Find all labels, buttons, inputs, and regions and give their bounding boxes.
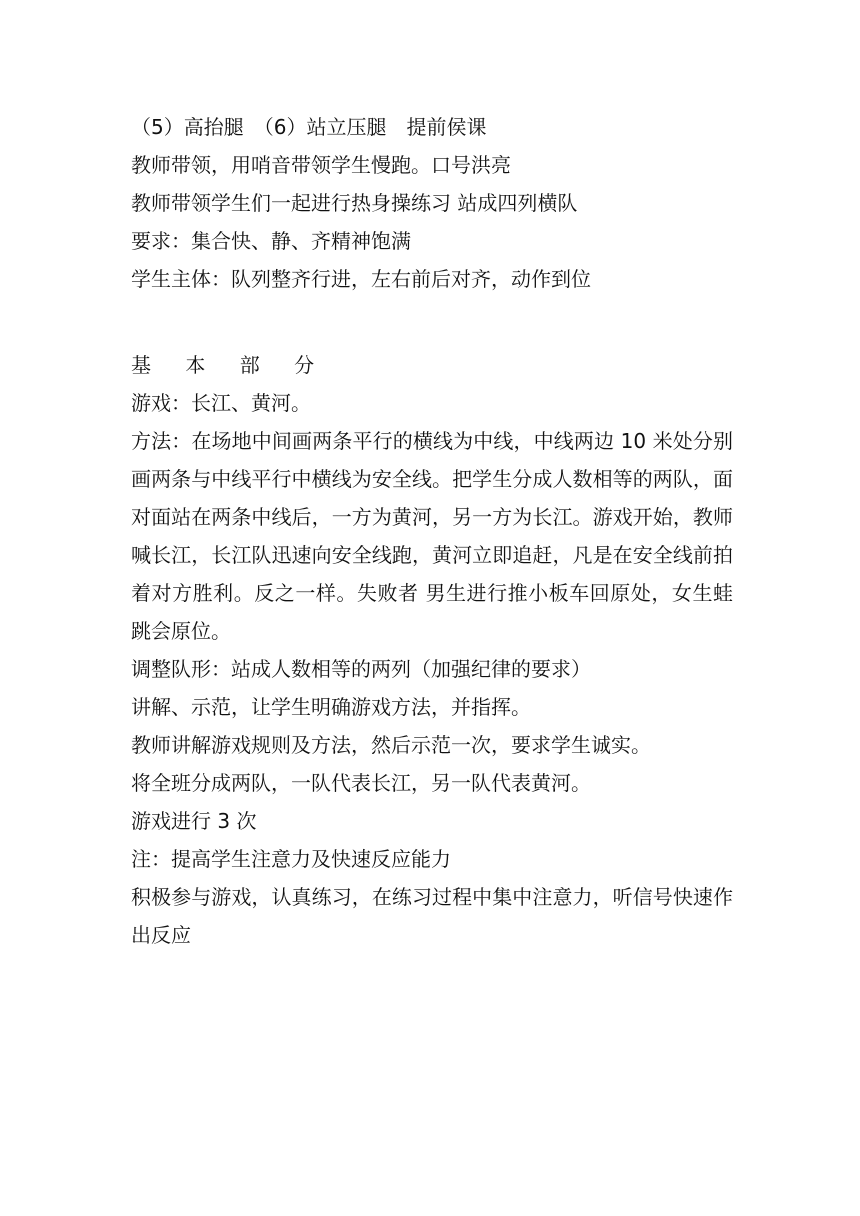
- team-split-line: 将全班分成两队，一队代表长江，另一队代表黄河。: [131, 771, 591, 795]
- formation-line: 调整队形：站成人数相等的两列（加强纪律的要求）: [131, 657, 591, 681]
- warmup-requirement-line: 要求：集合快、静、齐精神饱满: [131, 229, 411, 253]
- warmup-exercise-line: （5）高抬腿 （6）站立压腿 提前侯课: [131, 115, 487, 139]
- game-method-paragraph: 方法：在场地中间画两条平行的横线为中线，中线两边 10 米处分别画两条与中线平行中横线为安全线。把学生分成人数相等的两队，面对面站在两条中线后，一方为黄河，另一方为长江。游戏开始，教师喊长江，长江队迅速向安全线跑，黄河立即追赶，凡是在安全线前拍着对方胜利。反之一样。失败者 男生进行推小板车回原处，女生蛙跳会原位。: [131, 429, 733, 643]
- participate-paragraph: 积极参与游戏，认真练习，在练习过程中集中注意力，听信号快速作出反应: [131, 885, 733, 947]
- teacher-explain-line: 教师讲解游戏规则及方法，然后示范一次，要求学生诚实。: [131, 733, 651, 757]
- document-body: [131, 108, 733, 954]
- warmup-student-line: 学生主体：队列整齐行进，左右前后对齐，动作到位: [131, 267, 591, 291]
- section-gap: [131, 298, 733, 346]
- warmup-drill-line: 教师带领学生们一起进行热身操练习 站成四列横队: [131, 191, 578, 215]
- explain-line: 讲解、示范，让学生明确游戏方法，并指挥。: [131, 695, 531, 719]
- note-line: 注：提高学生注意力及快速反应能力: [131, 847, 451, 871]
- section-heading: 基 本 部 分: [131, 353, 329, 377]
- warmup-jog-line: 教师带领，用哨音带领学生慢跑。口号洪亮: [131, 153, 511, 177]
- game-rounds-line: 游戏进行 3 次: [131, 809, 257, 833]
- game-title-line: 游戏：长江、黄河。: [131, 391, 311, 415]
